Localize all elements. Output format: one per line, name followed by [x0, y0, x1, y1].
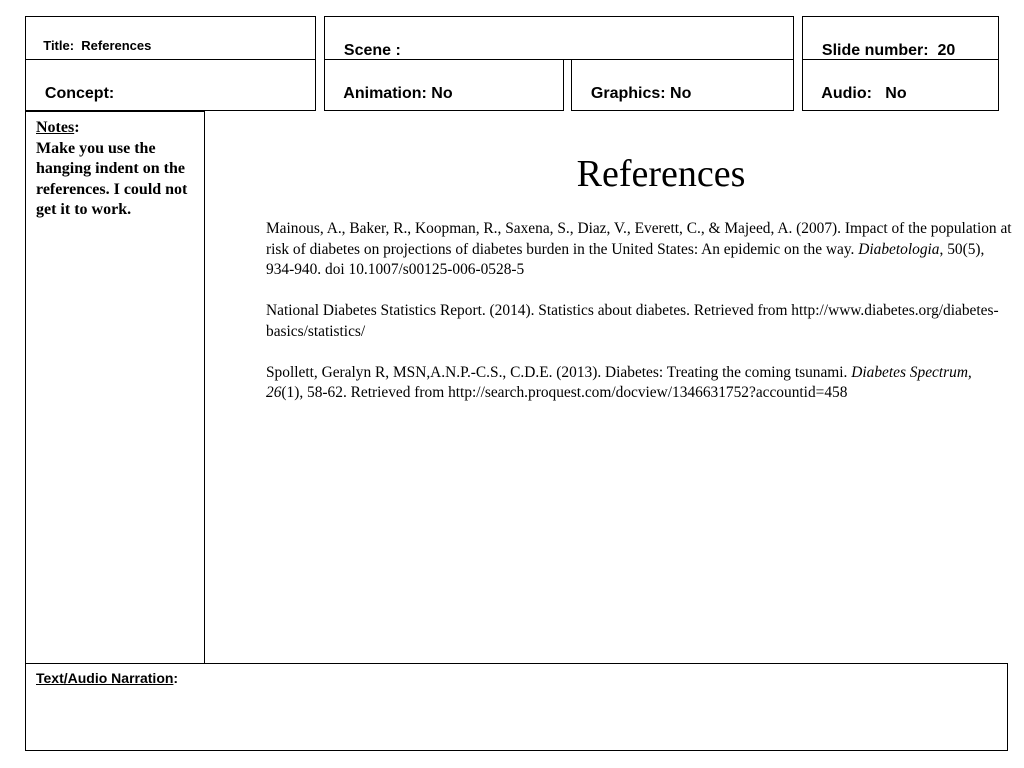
title-cell: [25, 16, 316, 60]
reference-list: [266, 219, 1012, 424]
reference-item: Spollett, Geralyn R, MSN,A.N.P.-C.S., C.D.E. (2013). Diabetes: Treating the coming tsunami. Diabetes Spectrum, 26(1), 58-62. Retrieved from http://search.proquest.com/docview/1346631752?accountid=458: [266, 363, 972, 401]
audio-cell: [802, 59, 999, 111]
slide-number-cell: [802, 16, 999, 60]
slide-heading: References: [576, 153, 746, 195]
notes-panel: Notes: Make you use the hanging indent on the references. I could not get it to work.: [25, 111, 205, 666]
narration-label: Text/Audio Narration: [36, 670, 174, 686]
scene-label: Scene :: [343, 42, 401, 59]
concept-label: Concept:: [44, 85, 115, 102]
animation-cell: [324, 59, 564, 111]
reference-item: Mainous, A., Baker, R., Koopman, R., Saxena, S., Diaz, V., Everett, C., & Majeed, A. (2007). Impact of the population at risk of diabetes on projections of diabetes burden in the United States: An epidemic on the way. Diabetologia, 50(5), 934-940. doi 10.1007/s00125-006-0528-5: [266, 220, 1012, 278]
title-label: Title: References: [43, 38, 152, 53]
scene-cell: [324, 16, 794, 60]
narration-panel: Text/Audio Narration:: [25, 663, 1008, 751]
notes-text: Make you use the hanging indent on the references. I could not get it to work.: [36, 139, 188, 218]
animation-label: Animation: No: [343, 85, 453, 102]
graphics-cell: [571, 59, 794, 111]
notes-label: Notes: [36, 119, 75, 136]
slide-number-label: Slide number: 20: [821, 42, 956, 59]
reference-item: National Diabetes Statistics Report. (2014). Statistics about diabetes. Retrieved from http://www.diabetes.org/diabetes-basics/statistics/: [266, 302, 999, 340]
graphics-label: Graphics: No: [590, 85, 692, 102]
audio-label: Audio: No: [821, 85, 907, 102]
concept-cell: [25, 59, 316, 111]
